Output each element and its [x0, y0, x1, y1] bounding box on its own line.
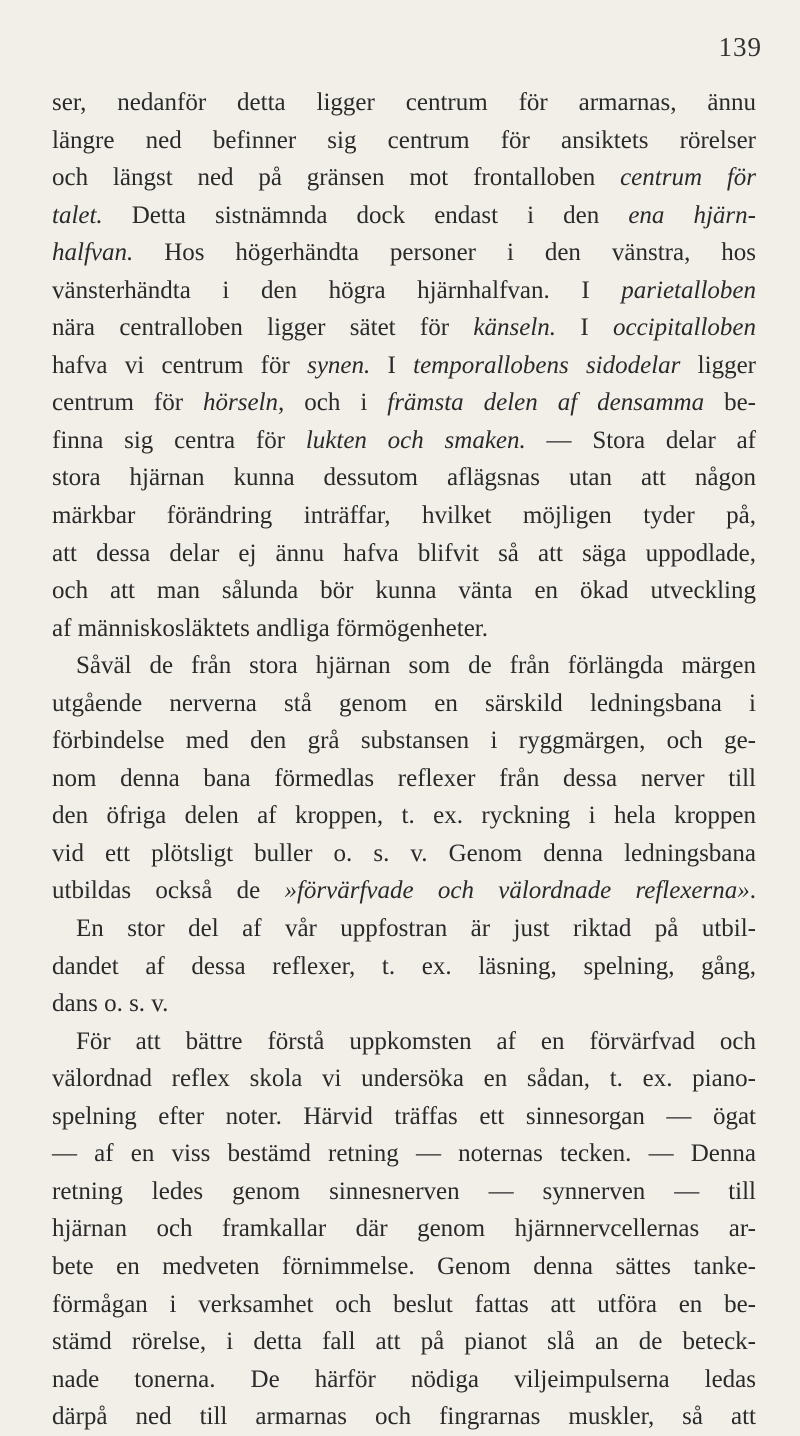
text-line — [52, 234, 756, 272]
text-line — [52, 122, 756, 160]
text-line — [52, 384, 756, 422]
text-line — [52, 572, 756, 610]
text-segment: nade tonerna. De härför nödiga viljeimpulserna ledas — [52, 1365, 756, 1393]
text-segment: finna sig centra för — [52, 426, 306, 454]
text-line — [52, 1060, 756, 1098]
text-line — [52, 1361, 756, 1399]
text-line — [52, 1286, 756, 1324]
text-line — [52, 1323, 756, 1361]
text-segment: välordnad reflex skola vi undersöka en sådan, t. ex. piano- — [52, 1065, 756, 1093]
text-line — [52, 985, 756, 1023]
italic-text: centrum för — [620, 164, 756, 192]
text-segment: stora hjärnan kunna dessutom aflägsnas utan att någon — [52, 464, 756, 492]
text-line — [52, 497, 756, 535]
text-line — [52, 760, 756, 798]
text-segment: utgående nerverna stå genom en särskild ledningsbana i — [52, 689, 756, 717]
text-segment: förbindelse med den grå substansen i ryggmärgen, och ge- — [52, 727, 756, 755]
text-line — [52, 309, 756, 347]
text-line — [52, 685, 756, 723]
text-line — [52, 84, 756, 122]
text-segment: spelning efter noter. Härvid träffas ett sinnesorgan — ögat — [52, 1102, 756, 1130]
italic-text: occipitalloben — [612, 314, 757, 342]
text-segment: ser, nedanför detta ligger centrum för armarnas, ännu — [52, 89, 756, 116]
text-segment: därpå ned till armarnas och fingrarnas muskler, så att — [52, 1403, 756, 1431]
text-line — [52, 197, 756, 235]
body-text — [52, 84, 756, 1436]
text-segment: dandet af dessa reflexer, t. ex. läsning, spelning, gång, — [52, 952, 756, 980]
text-line — [52, 459, 756, 497]
italic-text: halfvan. — [52, 239, 134, 267]
text-segment: centrum för — [52, 389, 204, 417]
italic-text: hörseln, — [203, 389, 285, 417]
text-segment: — af en viss bestämd retning — noternas tecken. — Denna — [52, 1140, 756, 1168]
text-line — [52, 347, 756, 385]
italic-text: känseln. — [473, 314, 557, 342]
text-segment: retning ledes genom sinnesnerven — synnerven — till — [52, 1177, 756, 1205]
text-line — [52, 722, 756, 760]
text-segment: förmågan i verksamhet och beslut fattas att utföra en be- — [52, 1290, 756, 1318]
text-segment: bete en medveten förnimmelse. Genom denna sättes tanke- — [52, 1252, 756, 1280]
text-segment: stämd rörelse, i detta fall att på pianot slå an de beteck- — [52, 1328, 756, 1356]
text-segment: hjärnan och framkallar där genom hjärnnervcellernas ar- — [52, 1215, 756, 1243]
text-segment: vid ett plötsligt buller o. s. v. Genom denna ledningsbana — [52, 839, 756, 867]
text-segment: I — [370, 351, 414, 379]
italic-text: »förvärfvade och välordnade reflexerna» — [284, 877, 750, 905]
text-segment: Såväl de från stora hjärnan som de från förlängda märgen — [76, 652, 756, 680]
text-line — [52, 872, 756, 910]
text-segment: — Stora delar af — [525, 426, 757, 454]
text-line — [52, 647, 756, 685]
text-line — [52, 910, 756, 948]
text-line — [52, 1398, 756, 1436]
text-line — [52, 1248, 756, 1286]
text-segment: och i — [284, 389, 388, 417]
text-line — [52, 422, 756, 460]
text-segment: den öfriga delen af kroppen, t. ex. ryckning i hela kroppen — [52, 802, 756, 830]
text-segment: märkbar förändring inträffar, hvilket möjligen tyder på, — [52, 502, 756, 530]
italic-text: ena hjärn- — [628, 201, 756, 229]
text-segment: hafva vi centrum för — [52, 351, 308, 379]
text-segment: Hos högerhändta personer i den vänstra, hos — [133, 239, 756, 267]
italic-text: främsta delen af densamma — [387, 389, 705, 417]
italic-text: temporallobens sidodelar — [413, 351, 681, 379]
text-line — [52, 1023, 756, 1061]
text-segment: dans o. s. v. — [52, 990, 169, 1018]
text-segment: nom denna bana förmedlas reflexer från dessa nerver till — [52, 764, 756, 792]
text-line — [52, 835, 756, 873]
text-segment: och att man sålunda bör kunna vänta en ökad utveckling — [52, 577, 756, 605]
text-segment: . — [749, 877, 757, 905]
text-line — [52, 948, 756, 986]
text-line — [52, 797, 756, 835]
text-line — [52, 159, 756, 197]
text-segment: be- — [704, 389, 757, 417]
italic-text: lukten och smaken. — [305, 426, 526, 454]
text-line — [52, 610, 756, 648]
text-line — [52, 1210, 756, 1248]
italic-text: synen. — [307, 351, 371, 379]
text-segment: utbildas också de — [52, 877, 285, 905]
italic-text: talet. — [52, 201, 103, 229]
text-segment: nära centralloben ligger sätet för — [52, 314, 474, 342]
page-number: 139 — [718, 32, 762, 62]
text-line — [52, 272, 756, 310]
text-segment: Detta sistnämnda dock endast i den — [102, 201, 629, 229]
text-segment: ligger — [680, 351, 756, 379]
text-line — [52, 535, 756, 573]
text-segment: vänsterhändta i den högra hjärnhalfvan. I — [52, 276, 622, 304]
italic-text: parietalloben — [621, 276, 756, 304]
text-line — [52, 1135, 756, 1173]
text-segment: längre ned befinner sig centrum för ansiktets rörelser — [52, 126, 756, 154]
text-segment: af människosläktets andliga förmögenheter. — [52, 614, 488, 642]
text-segment: För att bättre förstå uppkomsten af en förvärfvad och — [76, 1027, 756, 1055]
text-line — [52, 1173, 756, 1211]
text-segment: och längst ned på gränsen mot frontalloben — [52, 164, 621, 192]
text-segment: I — [556, 314, 613, 342]
text-segment: att dessa delar ej ännu hafva blifvit så att säga uppodlade, — [52, 539, 756, 567]
text-line — [52, 1098, 756, 1136]
text-segment: En stor del af vår uppfostran är just riktad på utbil- — [76, 915, 756, 943]
